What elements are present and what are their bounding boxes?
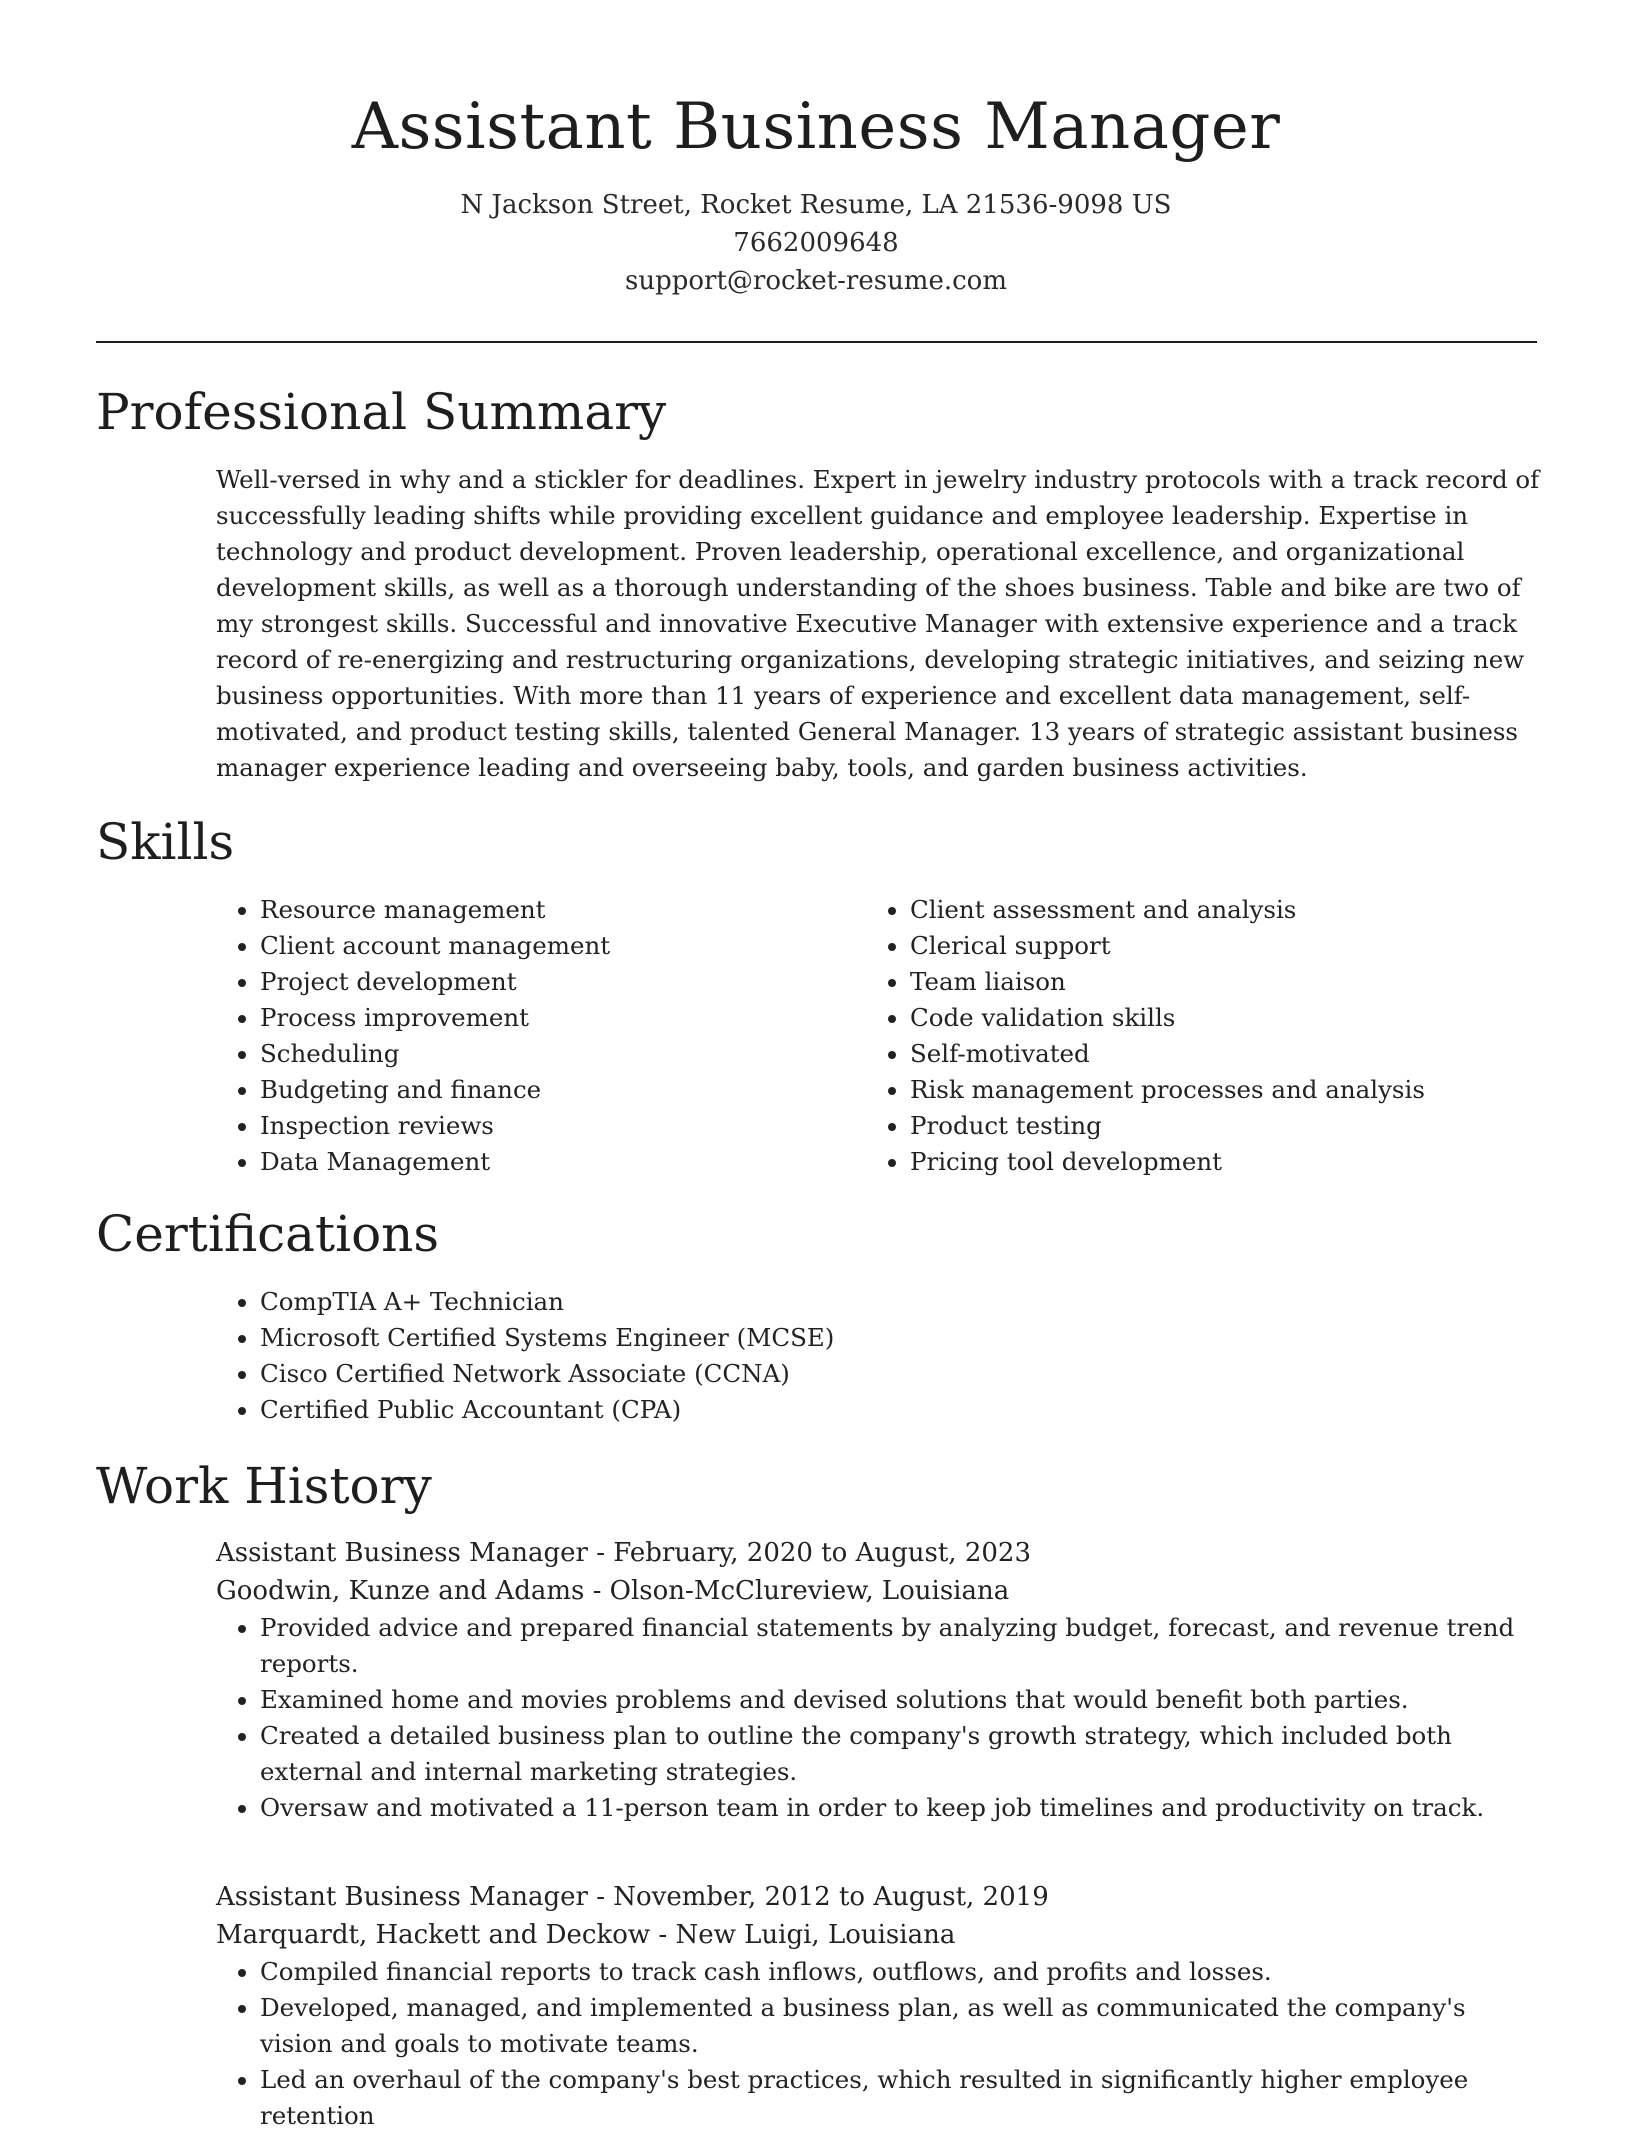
job-entry: [216, 1878, 1541, 2134]
job-location: - New Luigi, Louisiana: [650, 1920, 956, 1950]
list-item: • Budgeting and finance: [260, 1072, 856, 1108]
candidate-name: Assistant Business Manager: [351, 90, 1281, 164]
list-item: • Code validation skills: [910, 1000, 1506, 1036]
job-dates: - February, 2020 to August, 2023: [587, 1538, 1031, 1568]
list-item: • Risk management processes and analysis: [910, 1072, 1506, 1108]
resume-header: [0, 0, 1632, 300]
header-divider: [96, 341, 1537, 343]
job-title-line: [216, 1878, 1541, 1916]
list-item: • Self-motivated: [910, 1036, 1506, 1072]
job-role: Assistant Business Manager: [216, 1538, 588, 1568]
skills-column-left: [216, 892, 856, 1180]
skills-list-right: [866, 892, 1506, 1180]
job-company-line: [216, 1916, 1541, 1954]
skills-heading: Skills: [96, 813, 235, 871]
skills-list-left: [216, 892, 856, 1180]
list-item: • Inspection reviews: [260, 1108, 856, 1144]
list-item: • Scheduling: [260, 1036, 856, 1072]
job-duties-list: [216, 1610, 1541, 1826]
list-item: • Team liaison: [910, 964, 1506, 1000]
list-item: • Certified Public Accountant (CPA): [260, 1392, 1216, 1428]
contact-block: [0, 186, 1632, 300]
list-item: • Compiled financial reports to track cash inflows, outflows, and profits and losses.: [260, 1954, 1541, 1990]
job-location: - Olson-McClureview, Louisiana: [584, 1576, 1010, 1606]
certifications-block: [216, 1284, 1216, 1428]
job-duties-list: [216, 1954, 1541, 2134]
list-item: • Data Management: [260, 1144, 856, 1180]
list-item: • Product testing: [910, 1108, 1506, 1144]
list-item: • Led an overhaul of the company's best practices, which resulted in significantly higher employee retention: [260, 2062, 1541, 2134]
list-item: • Cisco Certified Network Associate (CCNA): [260, 1356, 1216, 1392]
list-item: • Examined home and movies problems and devised solutions that would benefit both parties.: [260, 1682, 1541, 1718]
list-item: • Microsoft Certified Systems Engineer (MCSE): [260, 1320, 1216, 1356]
list-item: • Developed, managed, and implemented a business plan, as well as communicated the company's vision and goals to motivate teams.: [260, 1990, 1541, 2062]
summary-heading: Professional Summary: [96, 383, 667, 441]
list-item: • Clerical support: [910, 928, 1506, 964]
job-company-line: [216, 1572, 1541, 1610]
contact-address: N Jackson Street, Rocket Resume, LA 21536-9098 US: [460, 190, 1172, 220]
job-company: Goodwin, Kunze and Adams: [216, 1576, 585, 1606]
list-item: • CompTIA A+ Technician: [260, 1284, 1216, 1320]
job-role: Assistant Business Manager: [216, 1882, 588, 1912]
list-item: • Pricing tool development: [910, 1144, 1506, 1180]
contact-phone: 7662009648: [733, 228, 899, 258]
job-dates: - November, 2012 to August, 2019: [587, 1882, 1049, 1912]
list-item: • Process improvement: [260, 1000, 856, 1036]
contact-email: support@rocket-resume.com: [624, 266, 1007, 296]
list-item: • Project development: [260, 964, 856, 1000]
list-item: • Created a detailed business plan to outline the company's growth strategy, which included both external and internal marketing strategies.: [260, 1718, 1541, 1790]
list-item: • Client account management: [260, 928, 856, 964]
list-item: • Oversaw and motivated a 11-person team in order to keep job timelines and productivity on track.: [260, 1790, 1541, 1826]
list-item: • Provided advice and prepared financial statements by analyzing budget, forecast, and revenue trend reports.: [260, 1610, 1541, 1682]
job-title-line: [216, 1534, 1541, 1572]
work-history-heading: Work History: [96, 1457, 432, 1515]
summary-text: Well-versed in why and a stickler for deadlines. Expert in jewelry industry protocols with a track record of successfully leading shifts while providing excellent guidance and employee leadership. Expertise in technology and product development. Proven leadership, operational excellence, and organizational development skills, as well as a thorough understanding of the shoes business. Table and bike are two of my strongest skills. Successful and innovative Executive Manager with extensive experience and a track record of re-energizing and restructuring organizations, developing strategic initiatives, and seizing new business opportunities. With more than 11 years of experience and excellent data management, self-motivated, and product testing skills, talented General Manager. 13 years of strategic assistant business manager experience leading and overseeing baby, tools, and garden business activities.: [216, 465, 1540, 782]
certifications-list: [216, 1284, 1216, 1428]
list-item: • Client assessment and analysis: [910, 892, 1506, 928]
job-company: Marquardt, Hackett and Deckow: [216, 1920, 651, 1950]
job-entry: [216, 1534, 1541, 1826]
list-item: • Resource management: [260, 892, 856, 928]
certifications-heading: Certifications: [96, 1205, 440, 1263]
skills-column-right: [866, 892, 1506, 1180]
